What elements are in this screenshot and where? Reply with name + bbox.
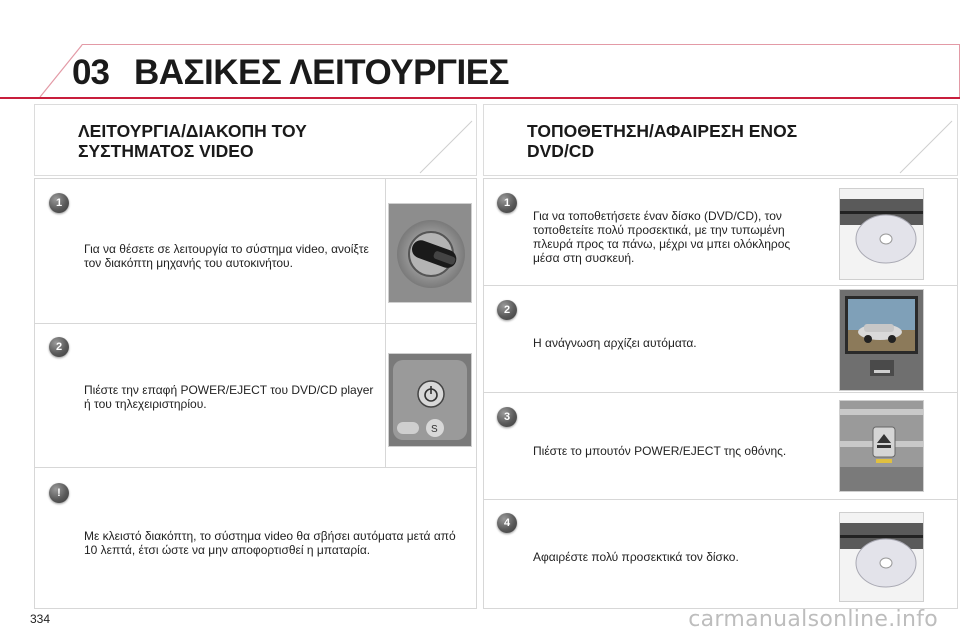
right-step-1-text: Για να τοποθετήσετε έναν δίσκο (DVD/CD), τον τοποθετείτε πολύ προσεκτικά, με την τυπωμένη πλευρά προς τα πάνω, μέχρι να μπει ολόκληρος μέσα στη συσκευή. — [533, 209, 791, 265]
ignition-key-image — [388, 203, 472, 303]
right-step-2-text: Η ανάγνωση αρχίζει αυτόματα. — [533, 336, 697, 350]
chapter-header-rule — [0, 97, 960, 99]
left-step-1-text: Για να θέσετε σε λειτουργία το σύστημα video, ανοίξτε τον διακόπτη μηχανής του αυτοκινήτου. — [84, 242, 369, 270]
step-badge-r2: 2 — [497, 300, 517, 320]
chapter-title: ΒΑΣΙΚΕΣ ΛΕΙΤΟΥΡΓΙΕΣ — [134, 53, 510, 92]
left-section-title: ΛΕΙΤΟΥΡΓΙΑ/ΔΙΑΚΟΠΗ ΤΟΥ ΣΥΣΤΗΜΑΤΟΣ VIDEO — [78, 121, 307, 161]
disc-remove-image — [839, 512, 924, 602]
svg-text:S: S — [431, 424, 438, 435]
left-step-2-text: Πιέστε την επαφή POWER/EJECT του DVD/CD player ή του τηλεχειριστηρίου. — [84, 383, 374, 411]
right-step-3-text: Πιέστε το μπουτόν POWER/EJECT της οθόνης. — [533, 444, 787, 458]
right-section-title: ΤΟΠΟΘΕΤΗΣΗ/ΑΦΑΙΡΕΣΗ ΕΝΟΣ DVD/CD — [527, 121, 798, 161]
step-badge-r3: 3 — [497, 407, 517, 427]
right-step-4-text: Αφαιρέστε πολύ προσεκτικά τον δίσκο. — [533, 550, 739, 564]
step-badge-r1: 1 — [497, 193, 517, 213]
right-section-header-corner — [892, 120, 954, 174]
power-eject-button-image — [388, 353, 472, 447]
watermark: carmanualsonline.info — [688, 607, 938, 632]
video-screen-image — [839, 289, 924, 391]
step-badge-1: 1 — [49, 193, 69, 213]
left-section-header-corner — [412, 120, 474, 174]
warning-badge: ! — [49, 483, 69, 503]
page-number: 334 — [30, 612, 51, 626]
step-badge-r4: 4 — [497, 513, 517, 533]
step-badge-2: 2 — [49, 337, 69, 357]
chapter-number: 03 — [72, 53, 109, 92]
screen-eject-button-image — [839, 400, 924, 492]
disc-insert-image — [839, 188, 924, 280]
left-step-warning-text: Με κλειστό διακόπτη, το σύστημα video θα σβήσει αυτόματα μετά από 10 λεπτά, έτσι ώστε να μην αποφορτισθεί η μπαταρία. — [84, 529, 456, 557]
